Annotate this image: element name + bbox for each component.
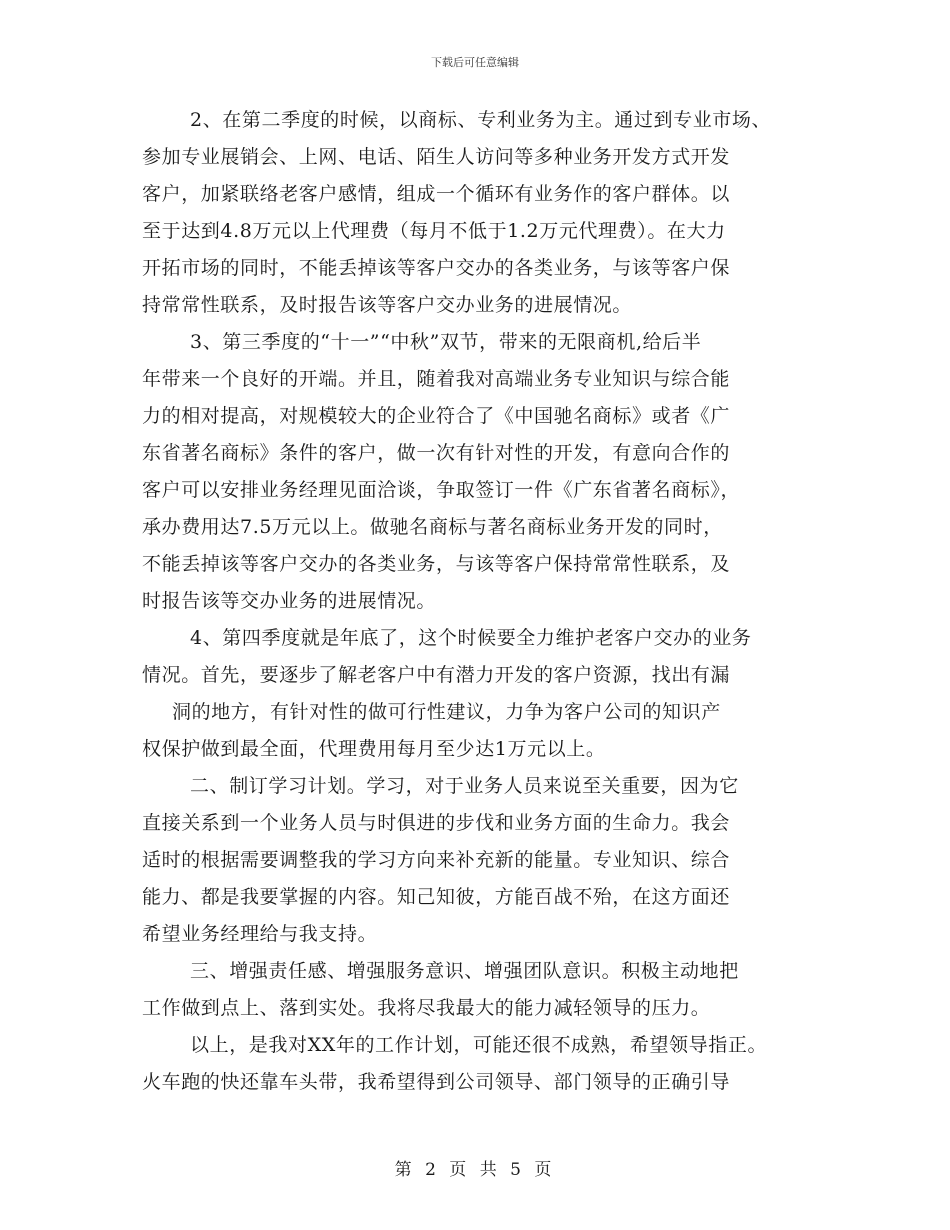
text-line: 三、增强责任感、增强服务意识、增强团队意识。积极主动地把 <box>190 960 739 982</box>
page-number-footer: 第 2 页 共 5 页 <box>394 1160 556 1180</box>
text-line: 能力、都是我要掌握的内容。知己知彼，方能百战不殆，在这方面还 <box>142 886 731 908</box>
text-line: 力的相对提高，对规模较大的企业符合了《中国驰名商标》或者《广 <box>142 405 731 427</box>
text-line: 以上，是我对XX年的工作计划，可能还很不成熟，希望领导指正。 <box>190 1034 768 1056</box>
text-line: 情况。首先，要逐步了解老客户中有潜力开发的客户资源，找出有漏 <box>142 664 731 686</box>
text-line: 4、第四季度就是年底了，这个时候要全力维护老客户交办的业务 <box>190 627 752 649</box>
text-line: 洞的地方，有针对性的做可行性建议，力争为客户公司的知识产 <box>172 701 721 723</box>
text-line: 火车跑的快还靠车头带，我希望得到公司领导、部门领导的正确引导 <box>142 1071 731 1093</box>
text-line: 权保护做到最全面，代理费用每月至少达1万元以上。 <box>142 738 606 760</box>
text-line: 至于达到4.8万元以上代理费（每月不低于1.2万元代理费）。在大力 <box>142 220 726 242</box>
text-line: 开拓市场的同时，不能丢掉该等客户交办的各类业务，与该等客户保 <box>142 257 731 279</box>
text-line: 参加专业展销会、上网、电话、陌生人访问等多种业务开发方式开发 <box>142 146 731 168</box>
text-line: 年带来一个良好的开端。并且，随着我对高端业务专业知识与综合能 <box>142 368 731 390</box>
text-line: 持常常性联系，及时报告该等客户交办业务的进展情况。 <box>142 294 633 316</box>
text-line: 2、在第二季度的时候，以商标、专利业务为主。通过到专业市场、 <box>190 109 772 131</box>
text-line: 适时的根据需要调整我的学习方向来补充新的能量。专业知识、综合 <box>142 849 731 871</box>
text-line: 不能丢掉该等客户交办的各类业务，与该等客户保持常常性联系，及 <box>142 553 731 575</box>
text-line: 客户可以安排业务经理见面洽谈，争取签订一件《广东省著名商标》， <box>142 479 741 501</box>
page-header: 下载后可任意编辑 <box>431 56 519 69</box>
text-line: 客户，加紧联络老客户感情，组成一个循环有业务作的客户群体。以 <box>142 183 731 205</box>
text-line: 工作做到点上、落到实处。我将尽我最大的能力减轻领导的压力。 <box>142 997 711 1019</box>
text-line: 东省著名商标》条件的客户，做一次有针对性的开发，有意向合作的 <box>142 442 731 464</box>
text-line: 承办费用达7.5万元以上。做驰名商标与著名商标业务开发的同时， <box>142 516 723 538</box>
text-line: 直接关系到一个业务人员与时俱进的步伐和业务方面的生命力。我会 <box>142 812 731 834</box>
text-line: 希望业务经理给与我支持。 <box>142 923 378 945</box>
text-line: 3、第三季度的“十一”“中秋”双节，带来的无限商机,给后半 <box>190 331 702 353</box>
text-line: 二、制订学习计划。学习，对于业务人员来说至关重要，因为它 <box>190 775 739 797</box>
text-line: 时报告该等交办业务的进展情况。 <box>142 590 437 612</box>
